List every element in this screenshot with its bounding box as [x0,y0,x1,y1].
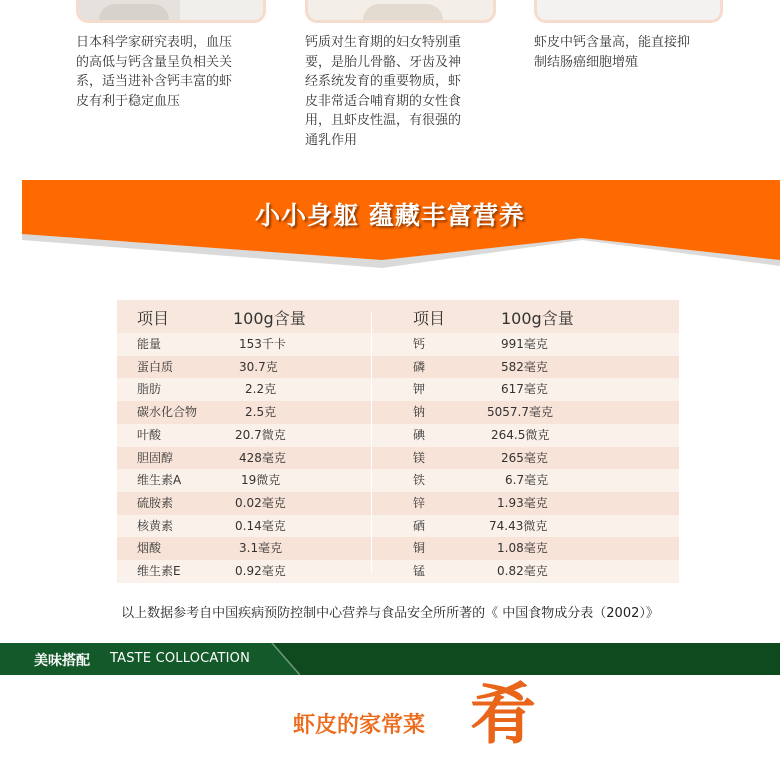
table-row: 磷 582毫克 [371,356,679,379]
table-row: 能量 153千卡 [137,337,286,351]
header-amount-right: 100g含量 [501,309,574,328]
section-title-cn: 美味搭配 [34,653,90,669]
table-header [117,300,679,333]
column-divider [371,312,372,574]
intro-image-card-3 [534,0,723,23]
nutrition-table [117,300,679,583]
table-row: 核黄素 0.14毫克 [137,518,286,533]
dish-calligraphy-char: 肴 [470,676,536,753]
table-row: 硫胺素 0.02毫克 [117,492,371,515]
table-row: 镁 265毫克 [371,447,679,470]
table-row: 烟酸 3.1毫克 [117,537,371,560]
section-title-en: TASTE COLLOCATION [110,651,251,666]
table-row: 铜 1.08毫克 [371,537,679,560]
dish-section-title: 虾皮的家常菜 [293,713,426,738]
table-row: 胆固醇 428毫克 [117,447,371,470]
header-amount-left: 100g含量 [233,309,306,328]
table-row: 维生素E 0.92毫克 [137,564,286,579]
table-row: 维生素A 19微克 [137,473,281,488]
intro-text-blood-pressure: 日本科学家研究表明，血压 的高低与钙含量呈负相关关 系，适当进补含钙丰富的虾 皮有利于稳定血压 [76,35,233,109]
data-source-note: 以上数据参考自中国疾病预防控制中心营养与食品安全所所著的《 中国食物成分表（2002）》 [121,606,659,621]
table-row: 锌 1.93毫克 [371,492,679,515]
table-row: 硒 74.43微克 [413,518,548,533]
table-row: 钾 617毫克 [413,382,548,397]
table-row: 叶酸 20.7微克 [137,427,286,442]
intro-text-cancer: 虾皮中钙含量高，能直接抑 制结肠癌细胞增殖 [534,35,691,70]
table-row: 碘 264.5微克 [413,427,550,442]
table-row: 蛋白质 30.7克 [117,356,371,379]
intro-text-pregnancy: 钙质对生育期的妇女特别重 要，是胎儿骨骼、牙齿及神 经系统发育的重要物质，虾 皮非常适合哺育期的女性食 用，且虾皮性温，有很强的 通乳作用 [305,35,462,148]
table-row: 脂肪 2.2克 [137,382,277,397]
header-item-left: 项目 [137,309,170,328]
intro-image-card-2 [305,0,496,23]
banner-title: 小小身躯 蕴藏丰富营养 [255,201,525,230]
table-row: 锰 0.82毫克 [413,564,548,579]
table-left-column [117,333,371,583]
intro-image-card-1 [76,0,266,23]
table-row: 钙 991毫克 [413,337,548,351]
table-right-column [371,333,679,583]
table-row: 铁 6.7毫克 [413,473,549,488]
header-item-right: 项目 [413,309,446,328]
table-row: 碳水化合物 2.5克 [117,401,371,424]
table-row: 钠 5057.7毫克 [371,401,679,424]
